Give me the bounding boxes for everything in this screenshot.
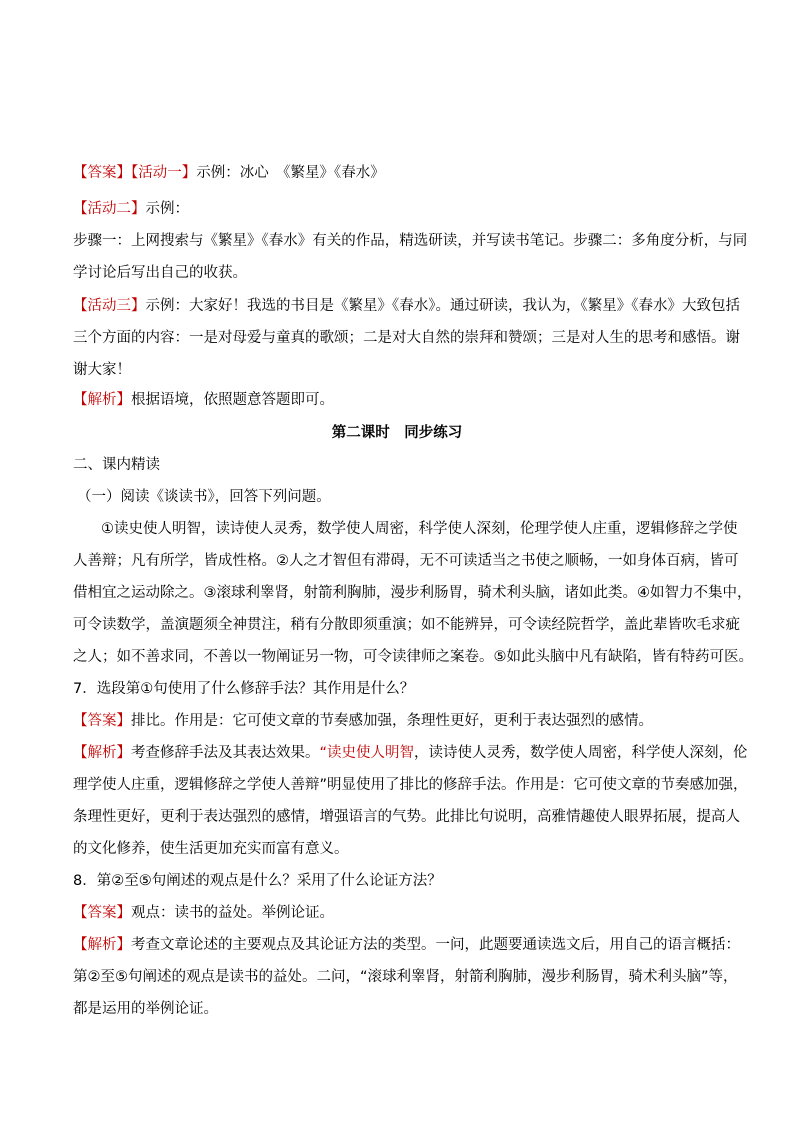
question-8-analysis xyxy=(73,935,740,955)
passage-line-1: ①读史使人明智，读诗使人灵秀，数学使人周密，科学使人深刻，伦理学使人庄重，逻辑修辞之学使 xyxy=(101,521,738,537)
question-7-answer xyxy=(73,711,733,731)
q8-analysis-line-2: 第②至⑤句阐述的观点是读书的益处。二问，“滚球利睾肾，射箭利胸肺，漫步利肠胃，骑术利头脑”等， xyxy=(73,969,738,985)
question-7-answer-text: 排比。作用是：它可使文章的节奏感加强，条理性更好，更利于表达强烈的感情。 xyxy=(131,713,653,729)
activity-3-line-3: 谢大家！ xyxy=(73,362,131,378)
passage-line-4: 可令读数学，盖演题须全神贯注，稍有分散即须重演；如不能辨异，可令读经院哲学，盖此辈皆吹毛求疵 xyxy=(73,617,740,633)
activity-2-tag: 【活动二】 xyxy=(73,201,146,217)
analysis-0-text: 根据语境，依照题意答题即可。 xyxy=(131,392,334,408)
answer-activity-2 xyxy=(73,199,733,219)
q7-analysis-line-4: 的文化修养，使生活更加充实而富有意义。 xyxy=(73,841,349,857)
answer-tag: 【答案】 xyxy=(73,713,131,729)
activity-2-line-1: 步骤一：上网搜索与《繁星》《春水》有关的作品，精选研读，并写读书笔记。步骤二：多角度分析，与同 xyxy=(73,233,748,249)
analysis-tag: 【解析】 xyxy=(73,745,131,761)
answer-tag: 【答案】 xyxy=(73,165,131,181)
question-8-answer-text: 观点：读书的益处。举例论证。 xyxy=(131,905,334,921)
passage-line-2: 人善辩；凡有所学，皆成性格。②人之才智但有滞碍，无不可读适当之书使之顺畅，一如身体百病，皆可 xyxy=(73,553,739,569)
answer-tag: 【答案】 xyxy=(73,905,131,921)
q7-analysis-quote: “读史使人明智 xyxy=(319,745,415,761)
section-title: 第二课时 同步练习 xyxy=(331,425,463,441)
activity-3-line-2: 三个方面的内容：一是对母爱与童真的歌颂；二是对大自然的崇拜和赞颂；三是对人生的思考和感悟。谢 xyxy=(73,330,740,346)
answer-activity-3 xyxy=(73,296,740,316)
activity-1-tag: 【活动一】 xyxy=(131,165,197,181)
reading-intro: （一）阅读《谈读书》，回答下列问题。 xyxy=(77,489,331,505)
part-2-heading: 二、课内精读 xyxy=(73,457,160,473)
q7-analysis-line-2: 理学使人庄重，逻辑修辞之学使人善辩”明显使用了排比的修辞手法。作用是：它可使文章的节奏感加强， xyxy=(73,777,748,793)
passage-line-3: 借相宜之运动除之。③滚球利睾肾，射箭利胸肺，漫步利肠胃，骑术利头脑，诸如此类。④如智力不集中， xyxy=(73,585,752,601)
q7-analysis-line-3: 条理性更好，更利于表达强烈的感情，增强语言的气势。此排比句说明，高雅情趣使人眼界拓展，提高人 xyxy=(73,809,740,825)
q8-analysis-line-1: 考查文章论述的主要观点及其论证方法的类型。一问，此题要通读选文后，用自己的语言概括： xyxy=(131,937,740,953)
analysis-0 xyxy=(73,390,733,410)
question-7: 7．选段第①句使用了什么修辞手法？其作用是什么？ xyxy=(73,681,415,697)
activity-1-text: 示例：冰心 《繁星》《春水》 xyxy=(196,165,385,181)
analysis-tag: 【解析】 xyxy=(73,392,131,408)
activity-2-line-2: 学讨论后写出自己的收获。 xyxy=(73,265,247,281)
activity-3-line-1: 示例：大家好！我选的书目是《繁星》《春水》。通过研读，我认为，《繁星》《春水》大致包括 xyxy=(145,298,740,314)
question-8-answer xyxy=(73,903,733,923)
analysis-tag: 【解析】 xyxy=(73,937,131,953)
activity-3-tag: 【活动三】 xyxy=(73,298,146,314)
answer-activity-1 xyxy=(73,163,733,183)
question-7-analysis xyxy=(73,743,748,763)
passage-line-5: 之人；如不善求同，不善以一物阐证另一物，可令读律师之案卷。⑤如此头脑中凡有缺陷，皆有特药可医。 xyxy=(73,649,753,665)
q7-analysis-post: ，读诗使人灵秀，数学使人周密，科学使人深刻，伦 xyxy=(414,745,748,761)
q8-analysis-line-3: 都是运用的举例论证。 xyxy=(73,1001,218,1017)
question-8: 8．第②至⑤句阐述的观点是什么？采用了什么论证方法？ xyxy=(73,873,442,889)
activity-2-text: 示例： xyxy=(145,201,189,217)
q7-analysis-pre: 考查修辞手法及其表达效果。 xyxy=(131,745,320,761)
